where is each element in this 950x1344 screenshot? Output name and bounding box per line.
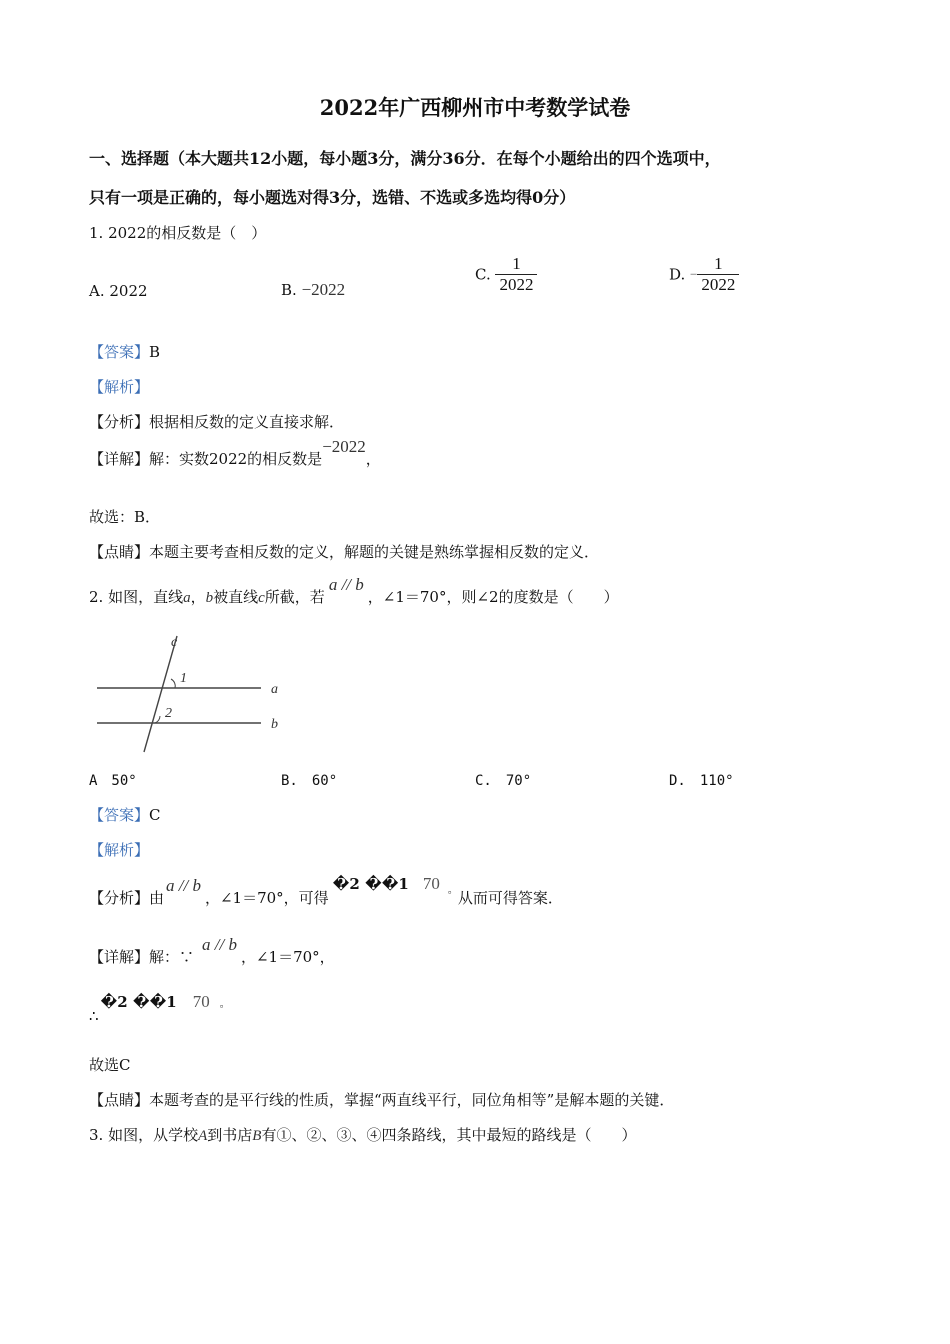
q2-option-c: C. 70° xyxy=(475,773,532,789)
q2-analysis-tag: 【解析】 xyxy=(89,841,150,859)
q2-guxuan: 故选C xyxy=(89,1056,131,1074)
q2-stem-math: a // b xyxy=(328,575,364,594)
label-b: b xyxy=(271,717,278,732)
q1-fenxi: 【分析】根据相反数的定义直接求解． xyxy=(89,413,345,431)
q2-stem-post: ，∠1＝70°，则∠2的度数是（ ） xyxy=(367,588,619,606)
q3-stem-B: B xyxy=(252,1128,262,1144)
q1-option-b xyxy=(281,280,345,300)
label-angle-1: 1 xyxy=(180,671,187,686)
q3-stem-A: A xyxy=(198,1128,208,1144)
q2-stem-a: a xyxy=(183,590,191,606)
q1-option-b-label: B. xyxy=(281,281,302,299)
q1-option-c-label: C. xyxy=(475,265,496,284)
q2-parallel-lines-figure xyxy=(89,630,299,760)
label-a: a xyxy=(271,682,278,697)
q2-therefore-symbol: ∴ xyxy=(89,1007,99,1025)
answer-tag: 【答案】 xyxy=(89,343,150,361)
label-angle-2: 2 xyxy=(165,706,172,721)
q1-guxuan: 故选：B． xyxy=(89,508,161,526)
q2-stem-mid2: 所截，若 xyxy=(264,588,325,606)
angle-2-arc xyxy=(155,716,160,723)
q2-fenxi-value: 70 xyxy=(422,874,440,893)
q2-dianjing: 【点睛】本题考查的是平行线的性质，掌握“两直线平行，同位角相等”是解本题的关键． xyxy=(89,1091,675,1109)
q3-stem-mid: 到书店 xyxy=(207,1126,253,1144)
angle-1-arc xyxy=(171,679,175,688)
q1-analysis-tag: 【解析】 xyxy=(89,378,150,396)
line-c xyxy=(144,636,177,752)
q1-xiangjie xyxy=(89,437,381,469)
q2-xiangjie-math: a // b xyxy=(202,935,237,954)
q1-xiangjie-math: −2022 xyxy=(322,437,366,456)
q1-option-d xyxy=(669,254,739,295)
q2-stem-b: b xyxy=(205,590,214,606)
q2-stem-c: c xyxy=(258,590,265,606)
q2-option-b: B. 60° xyxy=(281,773,338,789)
q1-xiangjie-post: ， xyxy=(365,450,381,468)
label-c: c xyxy=(171,635,178,650)
q2-fenxi-post: 从而可得答案． xyxy=(457,889,563,907)
q2-therefore-garbled: �2 ��1 xyxy=(100,993,177,1011)
q1-xiangjie-text: 【详解】解：实数2022的相反数是 xyxy=(89,450,323,468)
q2-fenxi-dot: 。 xyxy=(447,885,458,896)
answer-value: C xyxy=(149,806,161,824)
q1-option-a: A. 2022 xyxy=(89,282,148,300)
q2-xiangjie-pre: 【详解】解：∵ xyxy=(89,948,195,966)
q1-answer xyxy=(89,341,160,362)
q2-stem xyxy=(89,575,619,607)
q2-xiangjie-post: ，∠1＝70°， xyxy=(240,948,335,966)
q3-stem xyxy=(89,1124,636,1145)
q2-fenxi-math: a // b xyxy=(166,876,201,895)
q1-option-d-label: D. xyxy=(669,265,691,284)
q1-option-b-value: −2022 xyxy=(301,280,346,299)
page-title: 2022年广西柳州市中考数学试卷 xyxy=(319,95,631,120)
q2-stem-pre: 2. 如图，直线 xyxy=(89,588,184,606)
q2-therefore xyxy=(89,992,230,1025)
q2-xiangjie xyxy=(89,935,335,967)
q1-option-d-fraction: $\frac{1}{2022}$ xyxy=(697,254,739,295)
q2-fenxi-pre: 【分析】由 xyxy=(89,889,165,907)
q2-fenxi-mid: ，∠1＝70°，可得 xyxy=(204,889,329,907)
answer-tag: 【答案】 xyxy=(89,806,150,824)
q2-stem-comma: ， xyxy=(190,588,206,606)
section-header-line2: 只有一项是正确的，每小题选对得3分，选错、不选或多选均得0分） xyxy=(89,188,576,207)
q2-option-d: D. 110° xyxy=(669,773,734,789)
section-header-line1: 一、选择题（本大题共12小题，每小题3分，满分36分．在每个小题给出的四个选项中， xyxy=(89,149,721,168)
q2-option-a: A 50° xyxy=(89,773,137,789)
q2-therefore-dot: 。 xyxy=(219,999,230,1010)
q2-answer xyxy=(89,804,161,825)
q2-fenxi xyxy=(89,874,563,908)
q1-dianjing: 【点睛】本题主要考查相反数的定义，解题的关键是熟练掌握相反数的定义． xyxy=(89,543,600,561)
q1-option-c xyxy=(475,254,537,295)
answer-value: B xyxy=(149,343,161,361)
q2-stem-mid: 被直线 xyxy=(213,588,259,606)
q2-therefore-value: 70 xyxy=(192,992,210,1011)
q3-stem-post: 有①、②、③、④四条路线，其中最短的路线是（ ） xyxy=(261,1126,637,1144)
q2-fenxi-garbled: �2 ��1 xyxy=(332,875,409,893)
q1-stem: 1. 2022的相反数是（ ） xyxy=(89,224,267,242)
q1-option-c-fraction: $\frac{1}{2022}$ xyxy=(495,254,537,295)
q3-stem-pre: 3. 如图，从学校 xyxy=(89,1126,199,1144)
q1-option-d-sign: − xyxy=(690,266,698,282)
